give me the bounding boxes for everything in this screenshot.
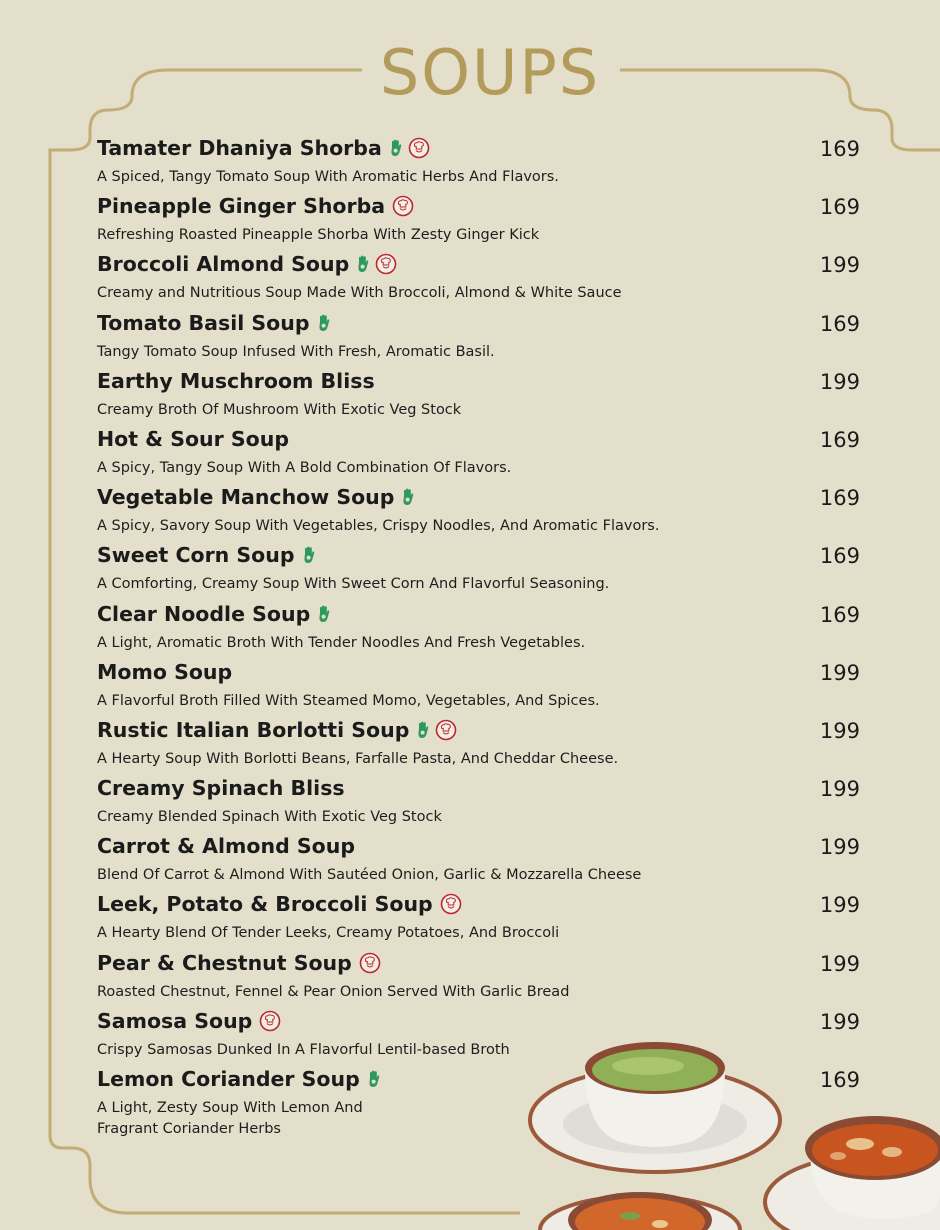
item-description: Tangy Tomato Soup Infused With Fresh, Aromatic Basil.	[97, 343, 495, 360]
item-price: 169	[819, 311, 860, 336]
menu-item	[97, 718, 860, 776]
item-badges	[440, 893, 462, 915]
item-name-text: Broccoli Almond Soup	[97, 252, 350, 277]
item-badges	[392, 195, 414, 217]
chef-special-icon	[392, 195, 414, 217]
item-description: Blend Of Carrot & Almond With Sautéed Onion, Garlic & Mozzarella Cheese	[97, 867, 642, 884]
item-name	[97, 252, 397, 276]
item-price: 169	[819, 427, 860, 452]
item-description: Creamy Broth Of Mushroom With Exotic Veg Stock	[97, 401, 462, 418]
chef-special-icon	[435, 719, 457, 741]
item-price: 199	[819, 835, 860, 860]
page-title: SOUPS	[379, 36, 601, 109]
item-name-text: Pear & Chestnut Soup	[97, 950, 352, 975]
menu-item	[97, 776, 860, 834]
item-price: 199	[819, 1009, 860, 1034]
item-name-text: Sweet Corn Soup	[97, 543, 295, 568]
item-name	[97, 136, 430, 160]
menu-item	[97, 369, 860, 427]
item-badges	[356, 253, 397, 275]
item-name-text: Carrot & Almond Soup	[97, 834, 355, 859]
item-name-text: Samosa Soup	[97, 1008, 253, 1033]
item-price: 199	[819, 253, 860, 278]
item-badges	[259, 1010, 281, 1032]
jain-hand-icon	[416, 721, 430, 739]
item-description: Roasted Chestnut, Fennel & Pear Onion Served With Garlic Bread	[97, 983, 570, 1000]
menu-item	[97, 951, 860, 1009]
item-name	[97, 718, 457, 742]
soup-bowls-image	[520, 1040, 940, 1230]
item-name-text: Leek, Potato & Broccoli Soup	[97, 892, 433, 917]
item-name	[97, 951, 381, 975]
jain-hand-icon	[302, 546, 316, 564]
item-badges	[317, 605, 331, 623]
item-description: A Spicy, Savory Soup With Vegetables, Crispy Noodles, And Aromatic Flavors.	[97, 518, 660, 535]
item-price: 169	[819, 602, 860, 627]
item-name	[97, 485, 415, 509]
item-price: 199	[819, 893, 860, 918]
item-description: Creamy and Nutritious Soup Made With Broccoli, Almond & White Sauce	[97, 285, 622, 302]
item-name-text: Momo Soup	[97, 659, 233, 684]
item-name-text: Vegetable Manchow Soup	[97, 485, 395, 510]
jain-hand-icon	[356, 255, 370, 273]
chef-special-icon	[440, 893, 462, 915]
item-name-text: Tomato Basil Soup	[97, 310, 310, 335]
item-price: 199	[819, 777, 860, 802]
item-name	[97, 602, 331, 626]
item-description: Crispy Samosas Dunked In A Flavorful Lentil-based Broth	[97, 1041, 510, 1058]
menu-item	[97, 660, 860, 718]
item-name	[97, 1009, 281, 1033]
item-name	[97, 776, 345, 800]
item-name	[97, 660, 232, 684]
item-name-text: Pineapple Ginger Shorba	[97, 194, 386, 219]
chef-special-icon	[408, 137, 430, 159]
item-name-text: Creamy Spinach Bliss	[97, 776, 345, 801]
menu-item	[97, 602, 860, 660]
item-price: 169	[819, 1068, 860, 1092]
item-description: A Light, Zesty Soup With Lemon And Fragrant Coriander Herbs	[97, 1100, 363, 1137]
item-badges	[416, 719, 457, 741]
jain-hand-icon	[401, 488, 415, 506]
item-name	[97, 194, 414, 218]
item-name	[97, 1067, 381, 1091]
item-description: A Hearty Blend Of Tender Leeks, Creamy Potatoes, And Broccoli	[97, 925, 560, 942]
jain-hand-icon	[367, 1070, 381, 1088]
item-description: A Spicy, Tangy Soup With A Bold Combination Of Flavors.	[97, 459, 512, 476]
chef-special-icon	[359, 952, 381, 974]
item-badges	[367, 1070, 381, 1088]
item-name	[97, 834, 355, 858]
item-name-text: Tamater Dhaniya Shorba	[97, 136, 382, 160]
item-description: A Flavorful Broth Filled With Steamed Momo, Vegetables, And Spices.	[97, 692, 600, 709]
item-badges	[359, 952, 381, 974]
item-price: 199	[819, 369, 860, 394]
menu-item	[97, 485, 860, 543]
item-description: A Hearty Soup With Borlotti Beans, Farfalle Pasta, And Cheddar Cheese.	[97, 750, 619, 767]
chef-special-icon	[375, 253, 397, 275]
menu-list	[97, 136, 860, 1137]
item-badges	[401, 488, 415, 506]
jain-hand-icon	[389, 139, 403, 157]
item-name	[97, 892, 462, 916]
item-description: Creamy Blended Spinach With Exotic Veg Stock	[97, 809, 442, 826]
jain-hand-icon	[317, 314, 331, 332]
item-description: A Comforting, Creamy Soup With Sweet Corn And Flavorful Seasoning.	[97, 576, 610, 593]
item-price: 199	[819, 660, 860, 685]
item-name-text: Hot & Sour Soup	[97, 426, 289, 451]
item-badges	[317, 314, 331, 332]
item-price: 199	[819, 718, 860, 743]
item-badges	[389, 137, 430, 159]
menu-item	[97, 543, 860, 601]
menu-item	[97, 427, 860, 485]
menu-item	[97, 136, 860, 194]
item-price: 169	[819, 137, 860, 161]
item-price: 169	[819, 195, 860, 220]
item-name-text: Lemon Coriander Soup	[97, 1067, 360, 1091]
item-name-text: Rustic Italian Borlotti Soup	[97, 717, 410, 742]
menu-item	[97, 892, 860, 950]
item-name-text: Earthy Muschroom Bliss	[97, 368, 375, 393]
item-name-text: Clear Noodle Soup	[97, 601, 311, 626]
item-description: A Light, Aromatic Broth With Tender Noodles And Fresh Vegetables.	[97, 634, 586, 651]
menu-item	[97, 834, 860, 892]
item-name	[97, 543, 316, 567]
jain-hand-icon	[317, 605, 331, 623]
item-price: 199	[819, 951, 860, 976]
item-description: A Spiced, Tangy Tomato Soup With Aromatic Herbs And Flavors.	[97, 169, 559, 185]
menu-item	[97, 311, 860, 369]
menu-item	[97, 252, 860, 310]
item-name	[97, 369, 375, 393]
item-name	[97, 427, 289, 451]
item-badges	[302, 546, 316, 564]
menu-item	[97, 194, 860, 252]
chef-special-icon	[259, 1010, 281, 1032]
item-name	[97, 311, 331, 335]
item-price: 169	[819, 486, 860, 511]
item-price: 169	[819, 544, 860, 569]
item-description: Refreshing Roasted Pineapple Shorba With Zesty Ginger Kick	[97, 227, 540, 244]
